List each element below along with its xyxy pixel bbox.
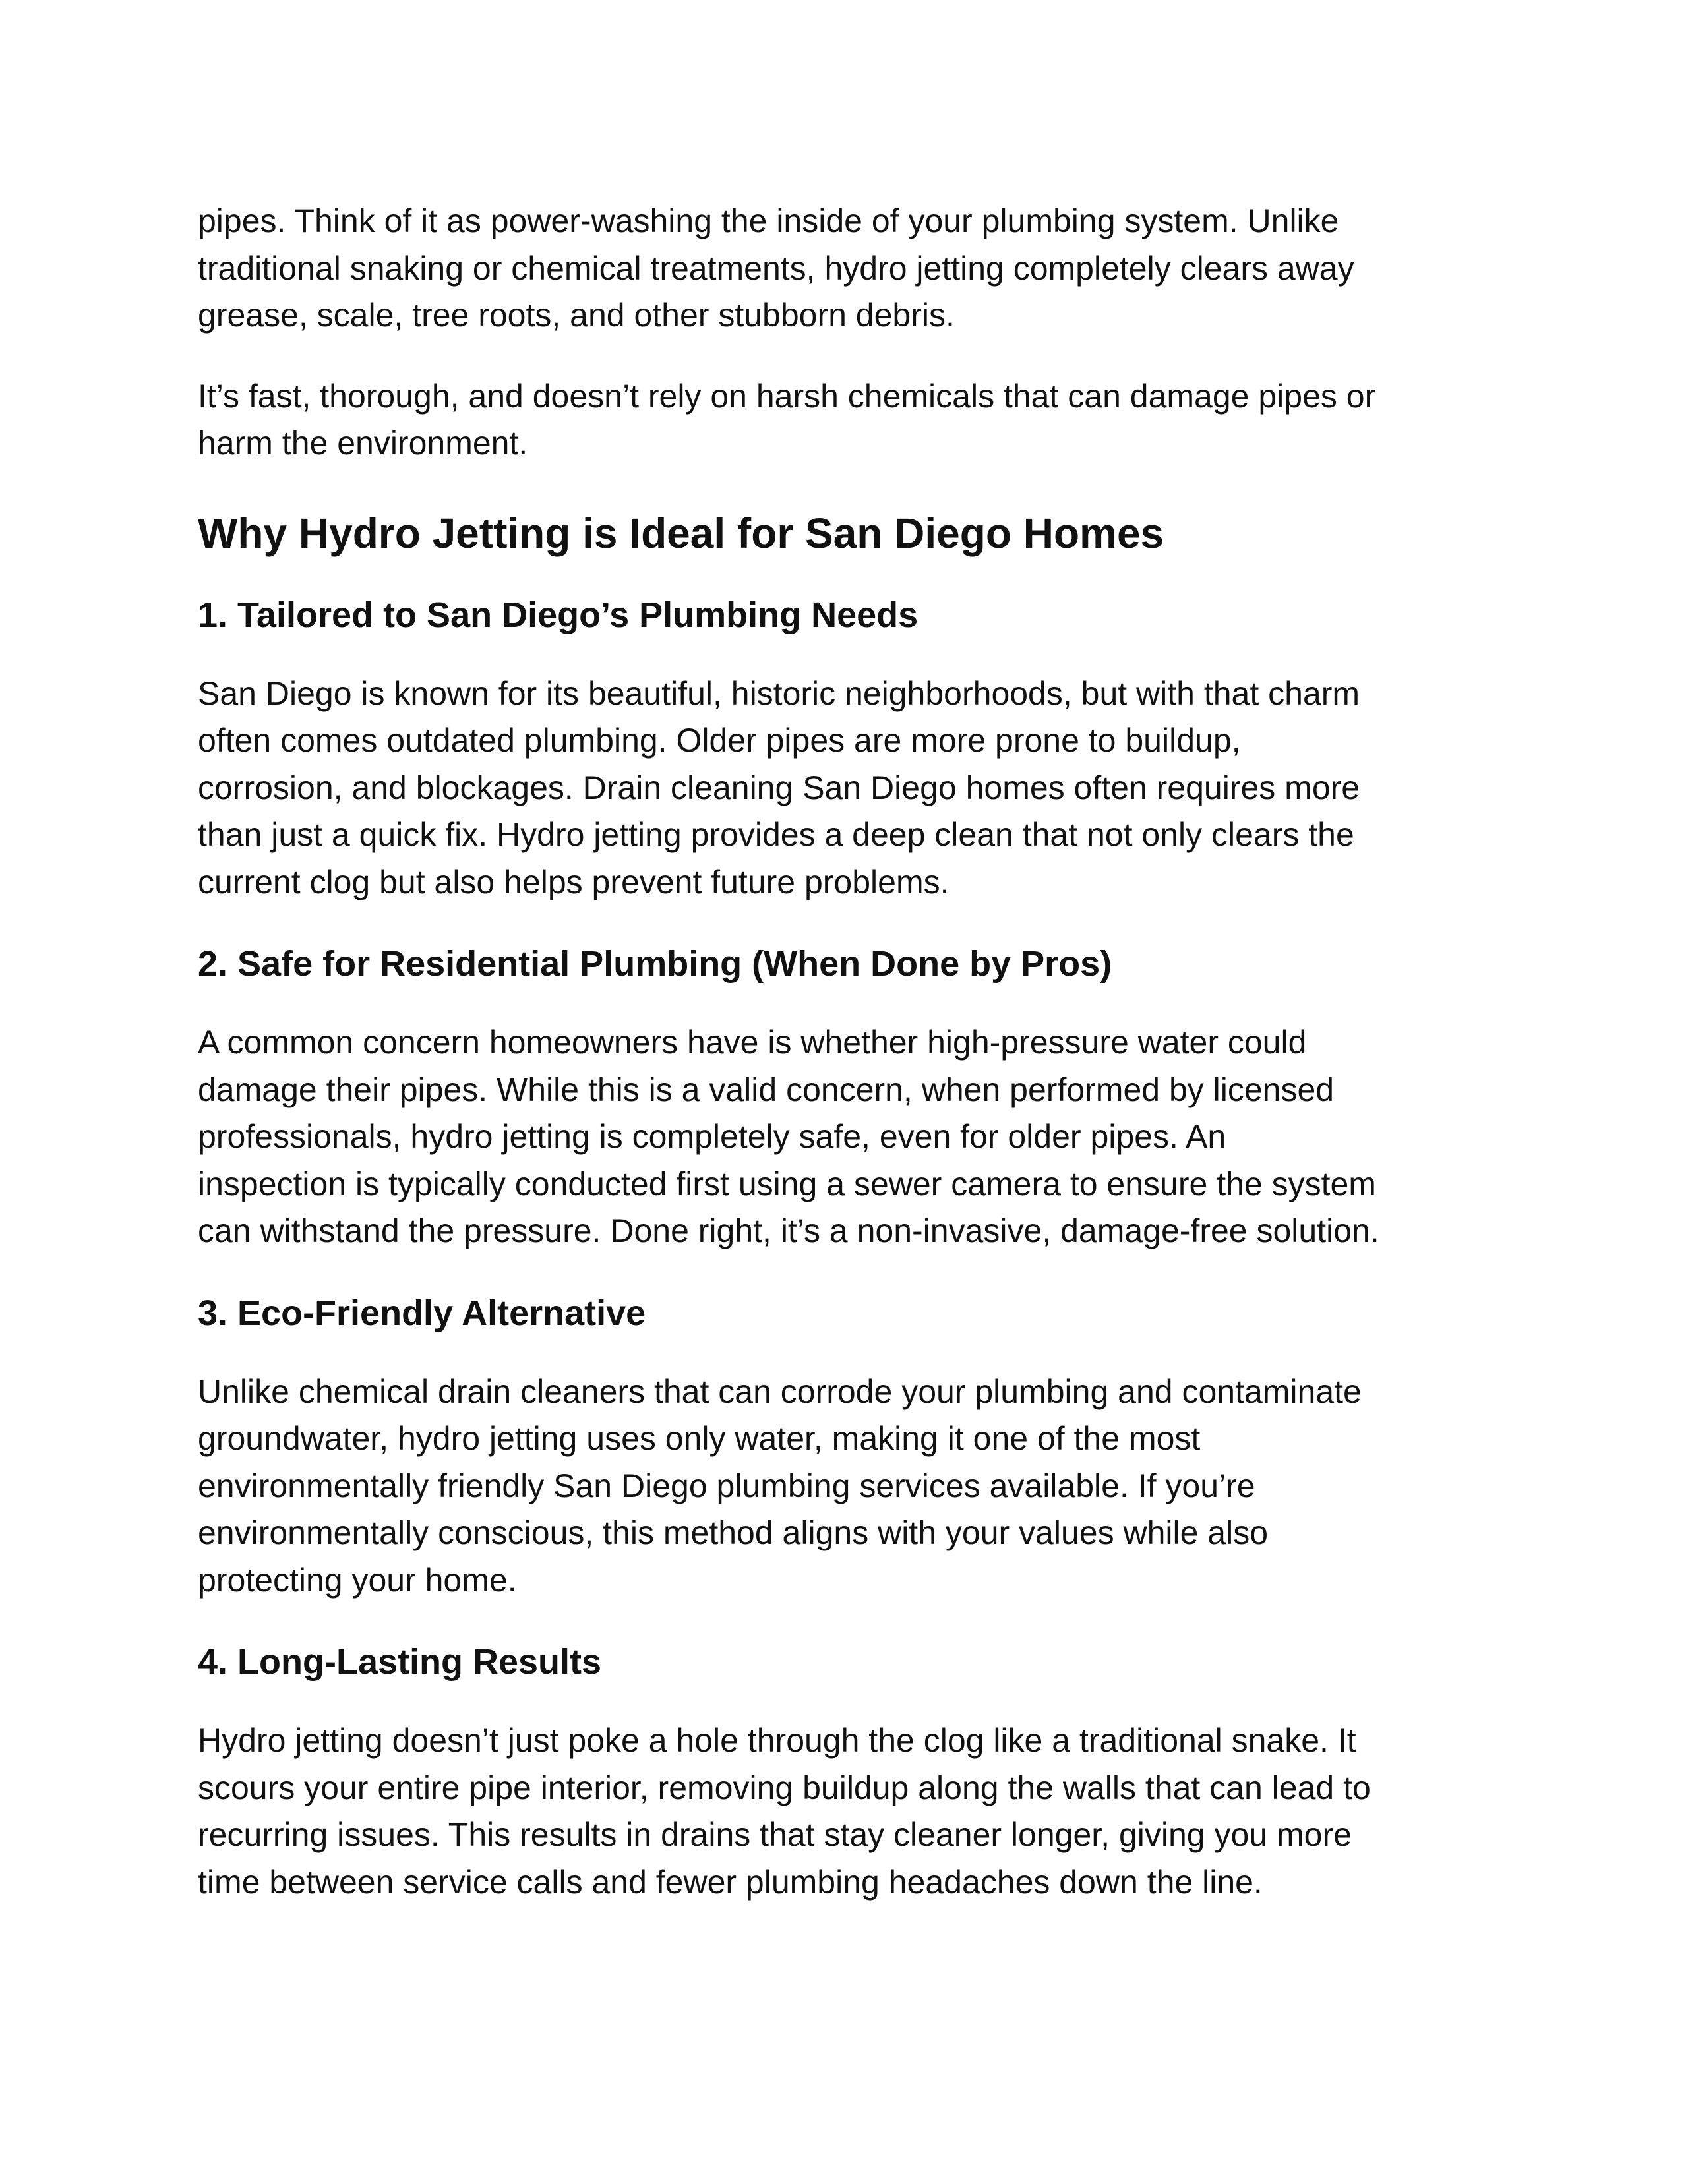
document-page (198, 198, 1490, 1941)
section-heading-safe: 2. Safe for Residential Plumbing (When Done by Pros) (198, 944, 1112, 984)
section-body-eco: Unlike chemical drain cleaners that can corrode your plumbing and contaminate groundwater, hydro jetting uses only water, making it one of the most environmentally friendly San Diego plumbing services available. If you’re environmentally conscious, this method aligns with your values while also protecting your home. (198, 1372, 1362, 1599)
section-body-safe: A common concern homeowners have is whether high-pressure water could damage their pipes. While this is a valid concern, when performed by licensed professionals, hydro jetting is completely safe, even for older pipes. An inspection is typically conducted first using a sewer camera to ensure the system can withstand the pressure. Done right, it’s a non-invasive, damage-free solution. (198, 1024, 1379, 1249)
main-heading: Why Hydro Jetting is Ideal for San Diego Homes (198, 509, 1164, 557)
section-heading-tailored: 1. Tailored to San Diego’s Plumbing Needs (198, 595, 919, 635)
intro-paragraph: pipes. Think of it as power-washing the inside of your plumbing system. Unlike traditional snaking or chemical treatments, hydro jetting completely clears away grease, scale, tree roots, and other stubborn debris. (198, 202, 1354, 334)
section-body-results: Hydro jetting doesn’t just poke a hole through the clog like a traditional snake. It scours your entire pipe interior, removing buildup along the walls that can lead to recurring issues. This results in drains that stay cleaner longer, giving you more time between service calls and fewer plumbing headaches down the line. (198, 1722, 1371, 1901)
fast-paragraph: It’s fast, thorough, and doesn’t rely on harsh chemicals that can damage pipes or harm the environment. (198, 377, 1376, 461)
section-heading-results: 4. Long-Lasting Results (198, 1642, 602, 1682)
section-heading-eco: 3. Eco-Friendly Alternative (198, 1293, 646, 1333)
section-body-tailored: San Diego is known for its beautiful, historic neighborhoods, but with that charm often comes outdated plumbing. Older pipes are more prone to buildup, corrosion, and blockages. Drain cleaning San Diego homes often requires more than just a quick fix. Hydro jetting provides a deep clean that not only clears the current clog but also helps prevent future problems. (198, 674, 1360, 900)
